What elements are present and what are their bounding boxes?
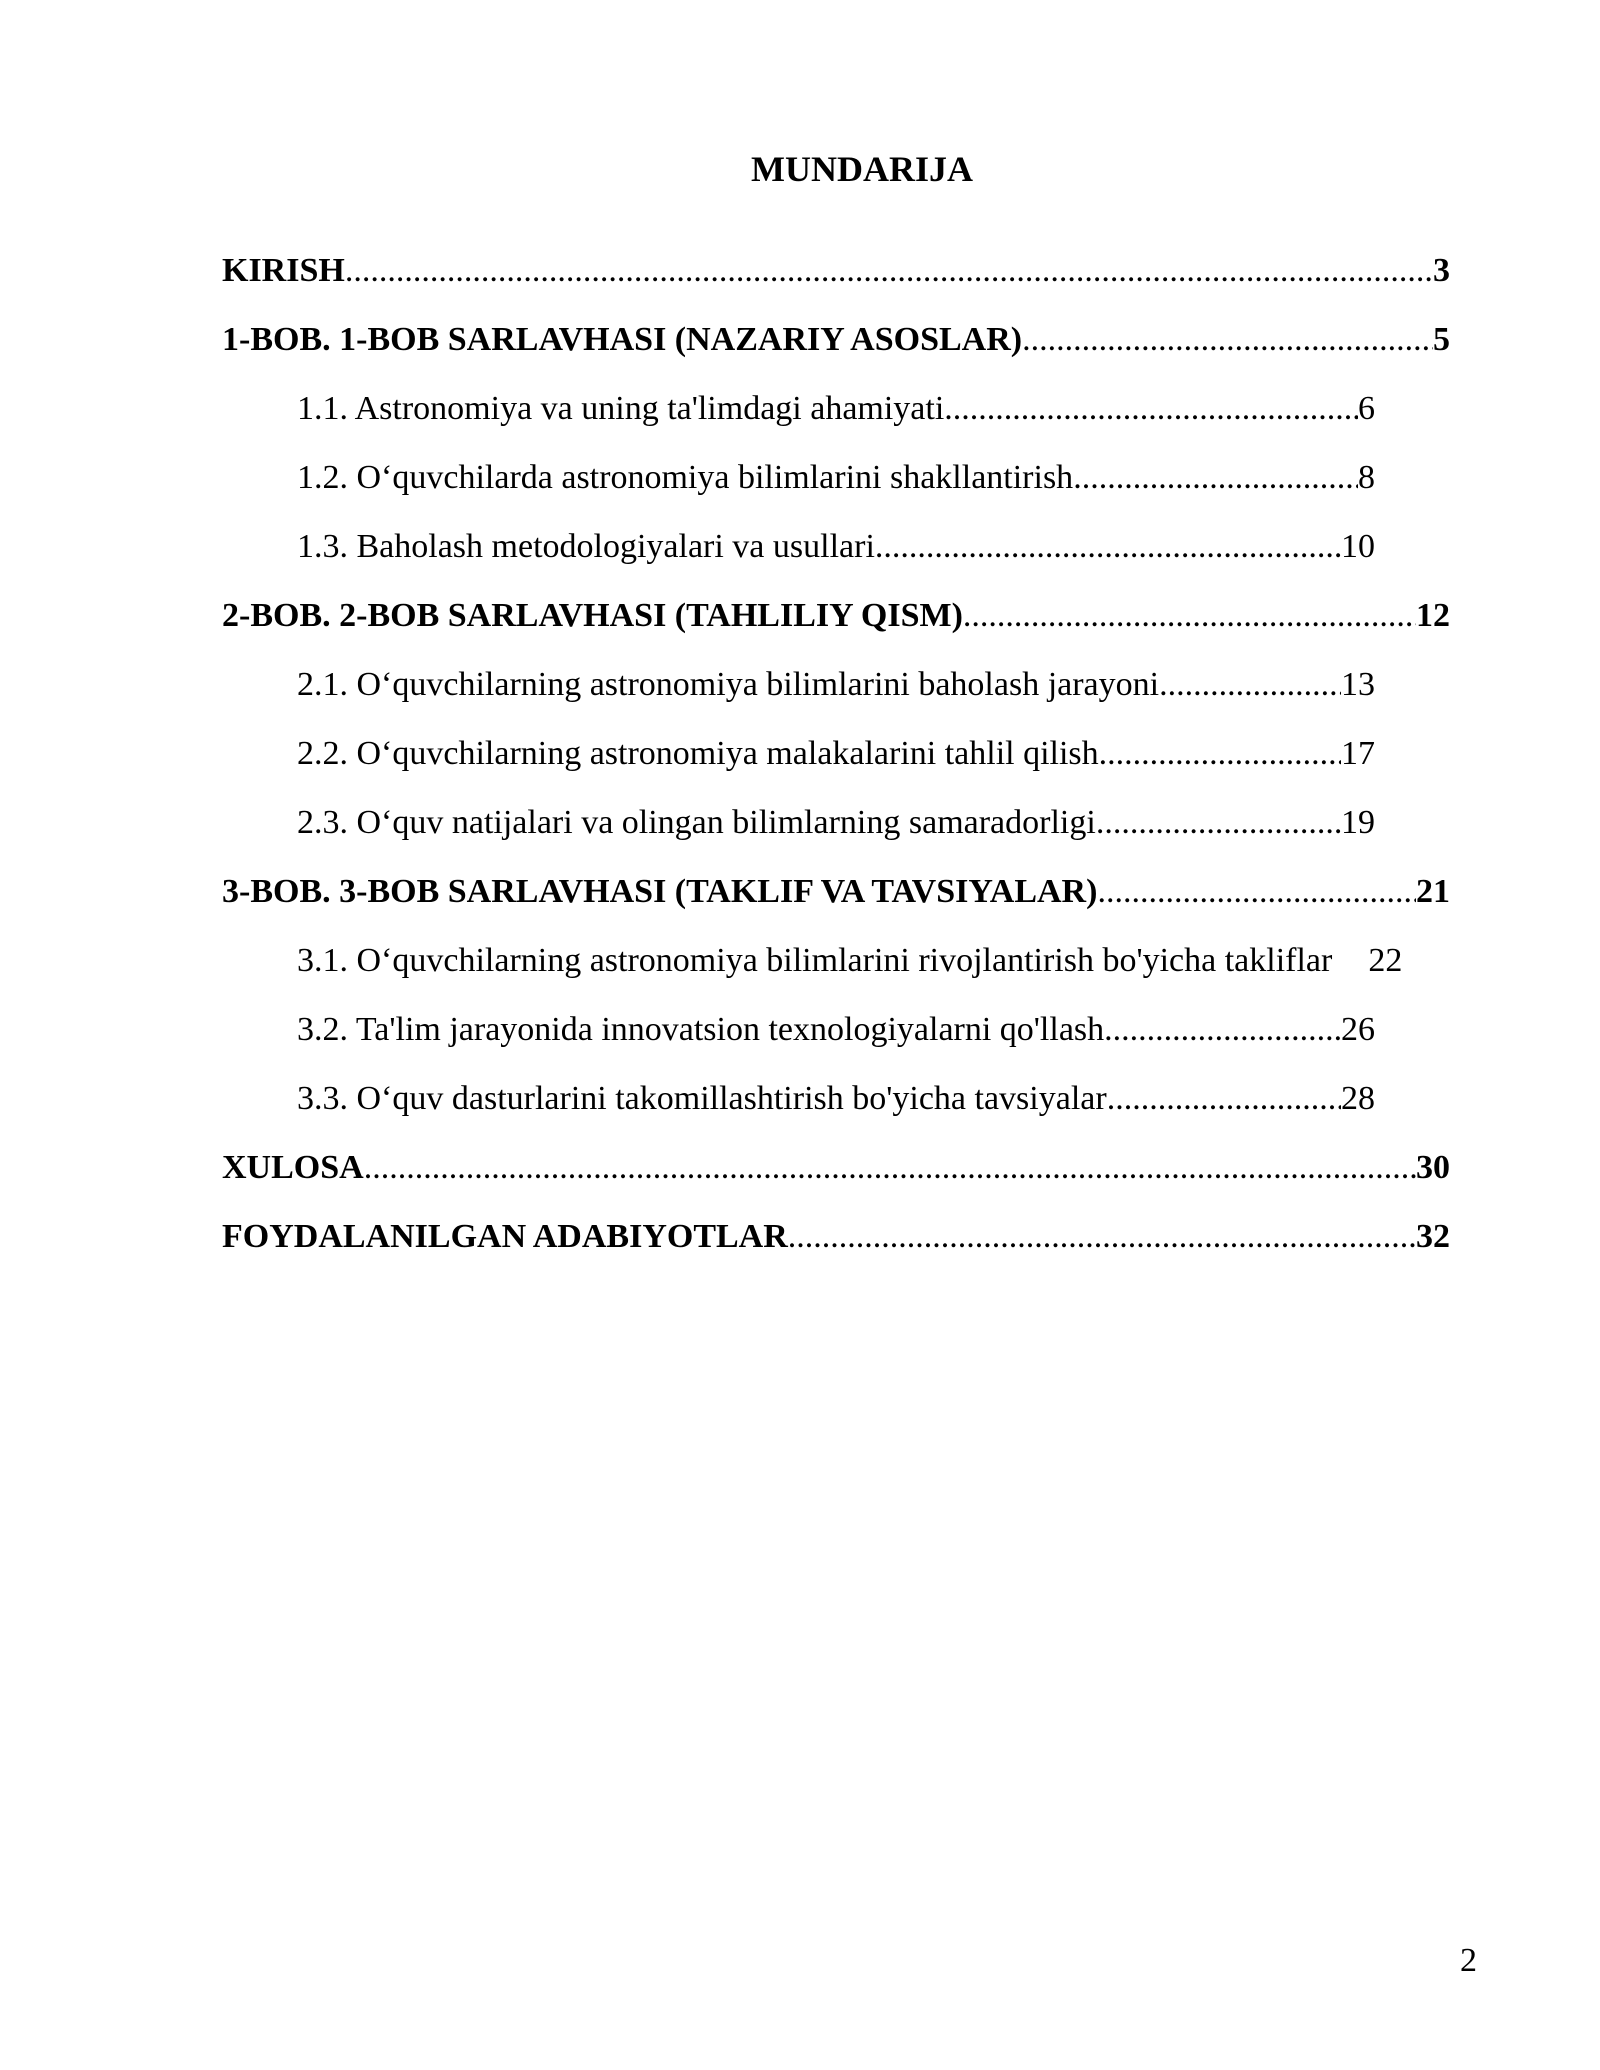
toc-entry-label: 1-BOB. 1-BOB SARLAVHASI (NAZARIY ASOSLAR) [222, 321, 1023, 358]
toc-entry-page: 10 [1341, 528, 1375, 565]
toc-leader-dots [1096, 788, 1341, 857]
toc-entry-page: 30 [1416, 1149, 1450, 1186]
toc-entry-label: 2.1. O‘quvchilarning astronomiya bilimlarini baholash jarayoni [297, 666, 1160, 703]
toc-entry-label: KIRISH [222, 252, 345, 289]
toc-leader-dots [1097, 857, 1416, 926]
toc-leader-dots [963, 581, 1416, 650]
toc-leader-dots [345, 236, 1433, 305]
toc-entry-page: 5 [1433, 321, 1450, 358]
toc-entry-page: 22 [1368, 942, 1403, 979]
toc-entry-label: 3-BOB. 3-BOB SARLAVHASI (TAKLIF VA TAVSIYALAR) [222, 873, 1098, 910]
toc-heading-wrapper [222, 148, 1502, 190]
toc-entry-chapter-3[interactable] [222, 857, 1450, 926]
toc-entry-chapter-2[interactable] [222, 581, 1450, 650]
toc-entry-kirish[interactable] [222, 236, 1450, 305]
toc-leader-dots [1107, 1064, 1341, 1133]
toc-entry-label: 3.2. Ta'lim jarayonida innovatsion texnologiyalarni qo'llash [297, 1011, 1105, 1048]
toc-entry-page: 8 [1358, 459, 1375, 496]
toc-leader-dots [1022, 305, 1433, 374]
toc-entry-page: 6 [1358, 390, 1375, 427]
toc-entry-label: 1.1. Astronomiya va uning ta'limdagi ahamiyati [297, 390, 945, 427]
toc-entry-page: 32 [1416, 1218, 1450, 1255]
toc-leader-dots [1099, 719, 1341, 788]
toc-entry-section-2-1[interactable] [222, 650, 1375, 719]
toc-leader-dots [788, 1202, 1416, 1271]
toc-entry-section-1-3[interactable] [222, 512, 1375, 581]
toc-entry-page: 28 [1341, 1080, 1375, 1117]
page-number: 2 [1460, 1942, 1477, 1979]
toc-leader-dots [944, 374, 1358, 443]
toc-entry-section-1-2[interactable] [222, 443, 1375, 512]
toc-entry-section-3-2[interactable] [222, 995, 1375, 1064]
toc-entry-section-3-1[interactable] [222, 926, 1450, 995]
toc-leader-dots [1073, 443, 1358, 512]
toc-entry-page: 12 [1416, 597, 1450, 634]
toc-entry-page: 21 [1416, 873, 1450, 910]
toc-entry-page: 17 [1341, 735, 1375, 772]
toc-entry-section-2-2[interactable] [222, 719, 1375, 788]
toc-entry-label: 1.2. O‘quvchilarda astronomiya bilimlarini shakllantirish [297, 459, 1074, 496]
toc-entry-section-2-3[interactable] [222, 788, 1375, 857]
toc-entry-label: 1.3. Baholash metodologiyalari va usullari [297, 528, 875, 565]
toc-entry-label: 2-BOB. 2-BOB SARLAVHASI (TAHLILIY QISM) [222, 597, 963, 634]
toc-entry-page: 26 [1341, 1011, 1375, 1048]
toc-heading: MUNDARIJA [751, 149, 973, 189]
toc-entry-page: 13 [1341, 666, 1375, 703]
toc-leader-dots [364, 1133, 1416, 1202]
toc-leader-dots [1159, 650, 1341, 719]
toc-entry-page: 19 [1341, 804, 1375, 841]
toc-leader-dots [875, 512, 1341, 581]
toc-entry-page: 3 [1433, 252, 1450, 289]
toc-entry-label: 2.2. O‘quvchilarning astronomiya malakalarini tahlil qilish [297, 735, 1099, 772]
toc-entry-label: 3.3. O‘quv dasturlarini takomillashtirish bo'yicha tavsiyalar [297, 1080, 1107, 1117]
toc-entry-label: FOYDALANILGAN ADABIYOTLAR [222, 1218, 788, 1255]
toc-entry-section-3-3[interactable] [222, 1064, 1375, 1133]
toc-entry-section-1-1[interactable] [222, 374, 1375, 443]
toc-entry-xulosa[interactable] [222, 1133, 1450, 1202]
toc-entry-label: 3.1. O‘quvchilarning astronomiya bilimlarini rivojlantirish bo'yicha takliflar [297, 942, 1333, 979]
toc-leader-dots [1104, 995, 1341, 1064]
toc-entry-label: 2.3. O‘quv natijalari va olingan bilimlarning samaradorligi [297, 804, 1096, 841]
toc-entry-label: XULOSA [222, 1149, 364, 1186]
toc-entry-adabiyotlar[interactable] [222, 1202, 1450, 1271]
toc-entry-chapter-1[interactable] [222, 305, 1450, 374]
table-of-contents [222, 236, 1450, 1271]
